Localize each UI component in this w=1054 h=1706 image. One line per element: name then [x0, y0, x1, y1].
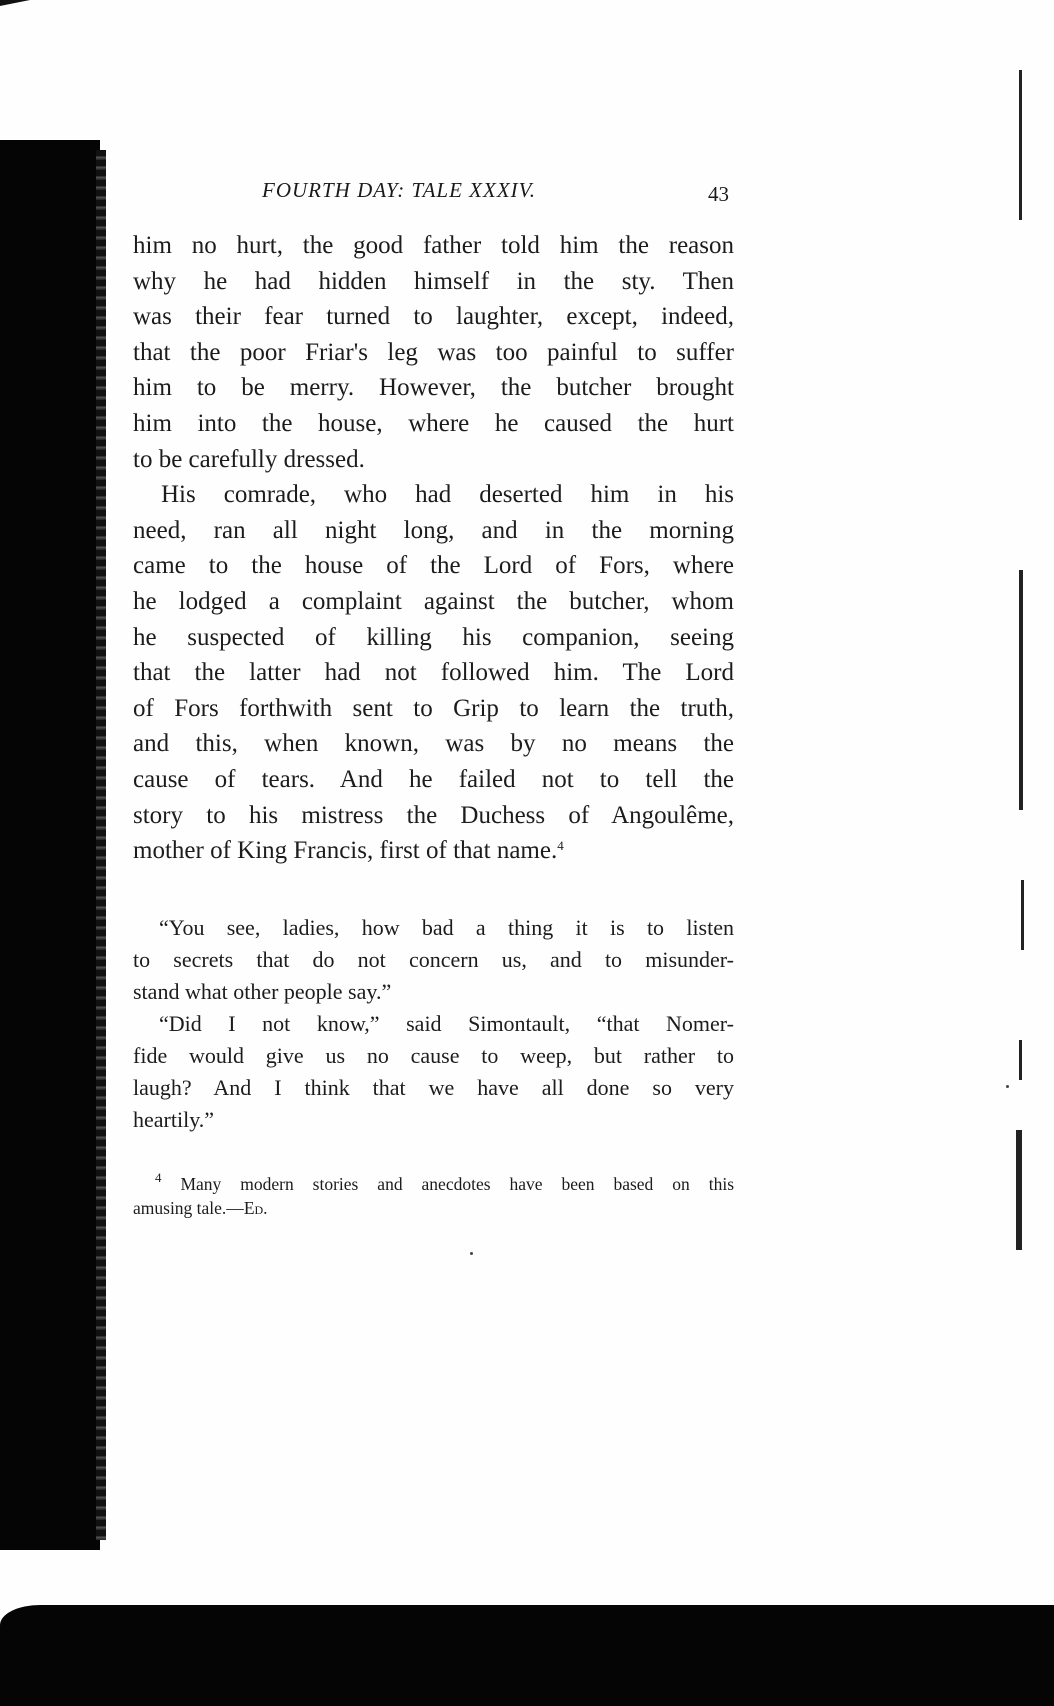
scan-right-line — [1019, 70, 1022, 220]
footnote-text: Many modern stories and anecdotes have been based on this — [180, 1174, 735, 1194]
page-header — [132, 178, 732, 218]
footnote — [133, 1172, 734, 1220]
scan-right-line — [1019, 570, 1023, 810]
scan-speck — [1006, 1085, 1009, 1088]
footnote-editor-abbrev: Ed. — [243, 1198, 268, 1218]
dialogue-line: “Did I not know,” said Simontault, “that Nomer- — [159, 1011, 734, 1036]
dialogue-line: laugh? And I think that we have all done so very — [133, 1075, 734, 1100]
scan-speck — [470, 1252, 473, 1255]
body-text — [133, 228, 734, 869]
text-line: he suspected of killing his companion, seeing — [133, 623, 734, 651]
text-line: His comrade, who had deserted him in his — [161, 481, 734, 509]
text-line: came to the house of the Lord of Fors, where — [133, 552, 734, 580]
footnote-marker: 4 — [155, 1170, 162, 1185]
text-line: of Fors forthwith sent to Grip to learn the truth, — [133, 694, 734, 722]
scan-left-shadow — [0, 140, 100, 1550]
paragraph — [133, 228, 734, 477]
text-line: and this, when known, was by no means the — [133, 730, 734, 758]
text-line: him into the house, where he caused the hurt — [133, 409, 734, 437]
text-line: story to his mistress the Duchess of Angoulême, — [133, 801, 734, 829]
footnote-text: amusing tale.— — [133, 1198, 244, 1218]
dialogue-line: to secrets that do not concern us, and to misunder- — [133, 947, 734, 972]
scan-bottom-shadow — [0, 1605, 1054, 1706]
dialogue-line: fide would give us no cause to weep, but rather to — [133, 1043, 734, 1068]
text-line: need, ran all night long, and in the morning — [133, 516, 734, 544]
text-line: cause of tears. And he failed not to tell the — [133, 765, 734, 793]
scan-right-line — [1019, 1040, 1022, 1080]
dialogue-paragraph — [133, 912, 734, 1008]
scan-left-edge — [96, 150, 106, 1540]
dialogue-section — [133, 912, 734, 1136]
scan-right-line — [1021, 880, 1024, 950]
footnote-reference: 4 — [557, 838, 564, 854]
paragraph — [133, 477, 734, 869]
text-line: him no hurt, the good father told him the reason — [133, 232, 734, 259]
text-line — [133, 833, 734, 869]
text-line: him to be merry. However, the butcher brought — [133, 374, 734, 402]
dialogue-paragraph — [133, 1008, 734, 1136]
dialogue-line: stand what other people say.” — [133, 979, 392, 1004]
text-line: to be carefully dressed. — [133, 445, 365, 473]
text-line: he lodged a complaint against the butcher, whom — [133, 587, 734, 615]
scan-corner-mark — [0, 0, 30, 6]
text-line: was their fear turned to laughter, except, indeed, — [133, 303, 734, 331]
text-line: that the latter had not followed him. The Lord — [133, 659, 734, 687]
footnote-line — [133, 1196, 734, 1220]
footnote-line — [133, 1172, 734, 1196]
dialogue-line: heartily.” — [133, 1107, 215, 1132]
page-number: 43 — [708, 182, 729, 206]
scan-right-line — [1016, 1130, 1022, 1250]
text-line: why he had hidden himself in the sty. Then — [133, 267, 734, 295]
dialogue-line: “You see, ladies, how bad a thing it is to listen — [159, 915, 734, 940]
text-line-content: mother of King Francis, first of that name. — [133, 837, 558, 865]
running-head: FOURTH DAY: TALE XXXIV. — [262, 178, 537, 202]
text-line: that the poor Friar's leg was too painful to suffer — [133, 338, 734, 366]
